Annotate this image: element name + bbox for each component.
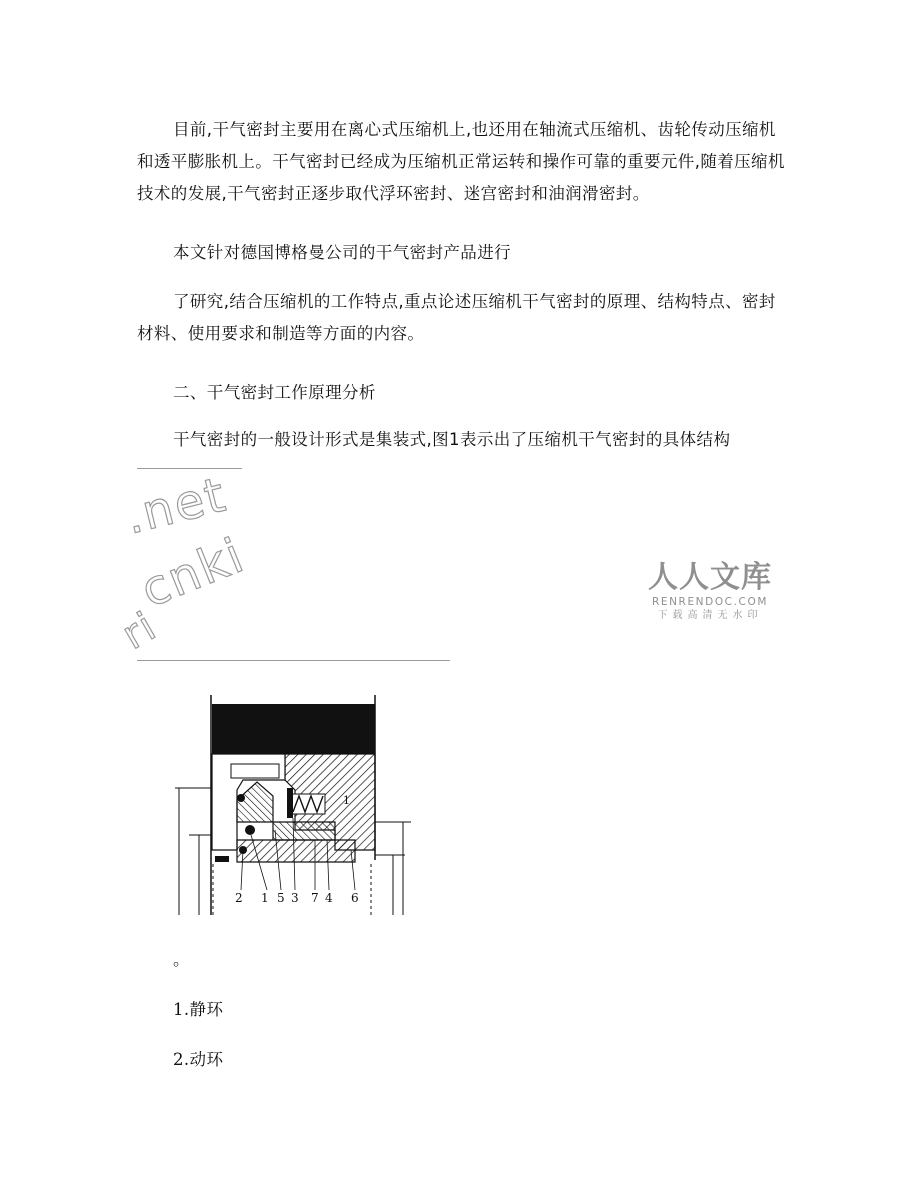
paragraph-design-form: 干气密封的一般设计形式是集装式,图1表示出了压缩机干气密封的具体结构 [173, 430, 731, 449]
paragraph-scope-line1: 本文针对德国博格曼公司的干气密封产品进行 [173, 243, 511, 262]
list-item-static-ring: 1.静环 [173, 1000, 224, 1019]
part-label-4: 4 [325, 891, 333, 905]
paragraph-intro: 目前,干气密封主要用在离心式压缩机上,也还用在轴流式压缩机、齿轮传动压缩机和透平膨胀机上。干气密封已经成为压缩机正常运转和操作可靠的重要元件,随着压缩机技术的发展,干气密封正逐步取代浮环密封、迷宫密封和油润滑密封。 [137, 120, 785, 203]
part-label-5: 5 [277, 891, 285, 905]
part-label-1: 1 [261, 891, 269, 905]
renrendoc-logo [645, 561, 775, 623]
part-label-6: 6 [351, 891, 359, 905]
part-label-2: 2 [235, 891, 243, 905]
logo-chinese-text: 人人文库 [648, 560, 772, 595]
logo-slogan-text: 下载高清无水印 [657, 610, 763, 621]
svg-text:1: 1 [343, 794, 350, 807]
sentence-end-period: 。 [173, 950, 190, 969]
watermark-text-cnki: cnki [133, 527, 253, 619]
part-label-3: 3 [291, 891, 299, 905]
logo-domain-text: RENRENDOC.COM [651, 596, 769, 608]
list-item-rotating-ring: 2.动环 [173, 1050, 224, 1069]
paragraph-scope-line2: 了研究,结合压缩机的工作特点,重点论述压缩机干气密封的原理、结构特点、密封材料、使用要求和制造等方面的内容。 [137, 292, 776, 343]
watermark-text-fragment: ri [114, 603, 165, 659]
dry-gas-seal-figure [175, 690, 415, 916]
section-heading-principle: 二、干气密封工作原理分析 [173, 383, 376, 402]
bottom-divider [137, 660, 450, 661]
watermark-text-net: .net [119, 466, 233, 546]
top-divider [137, 468, 242, 469]
seal-cross-section-drawing [175, 690, 415, 916]
part-label-7: 7 [311, 891, 319, 905]
